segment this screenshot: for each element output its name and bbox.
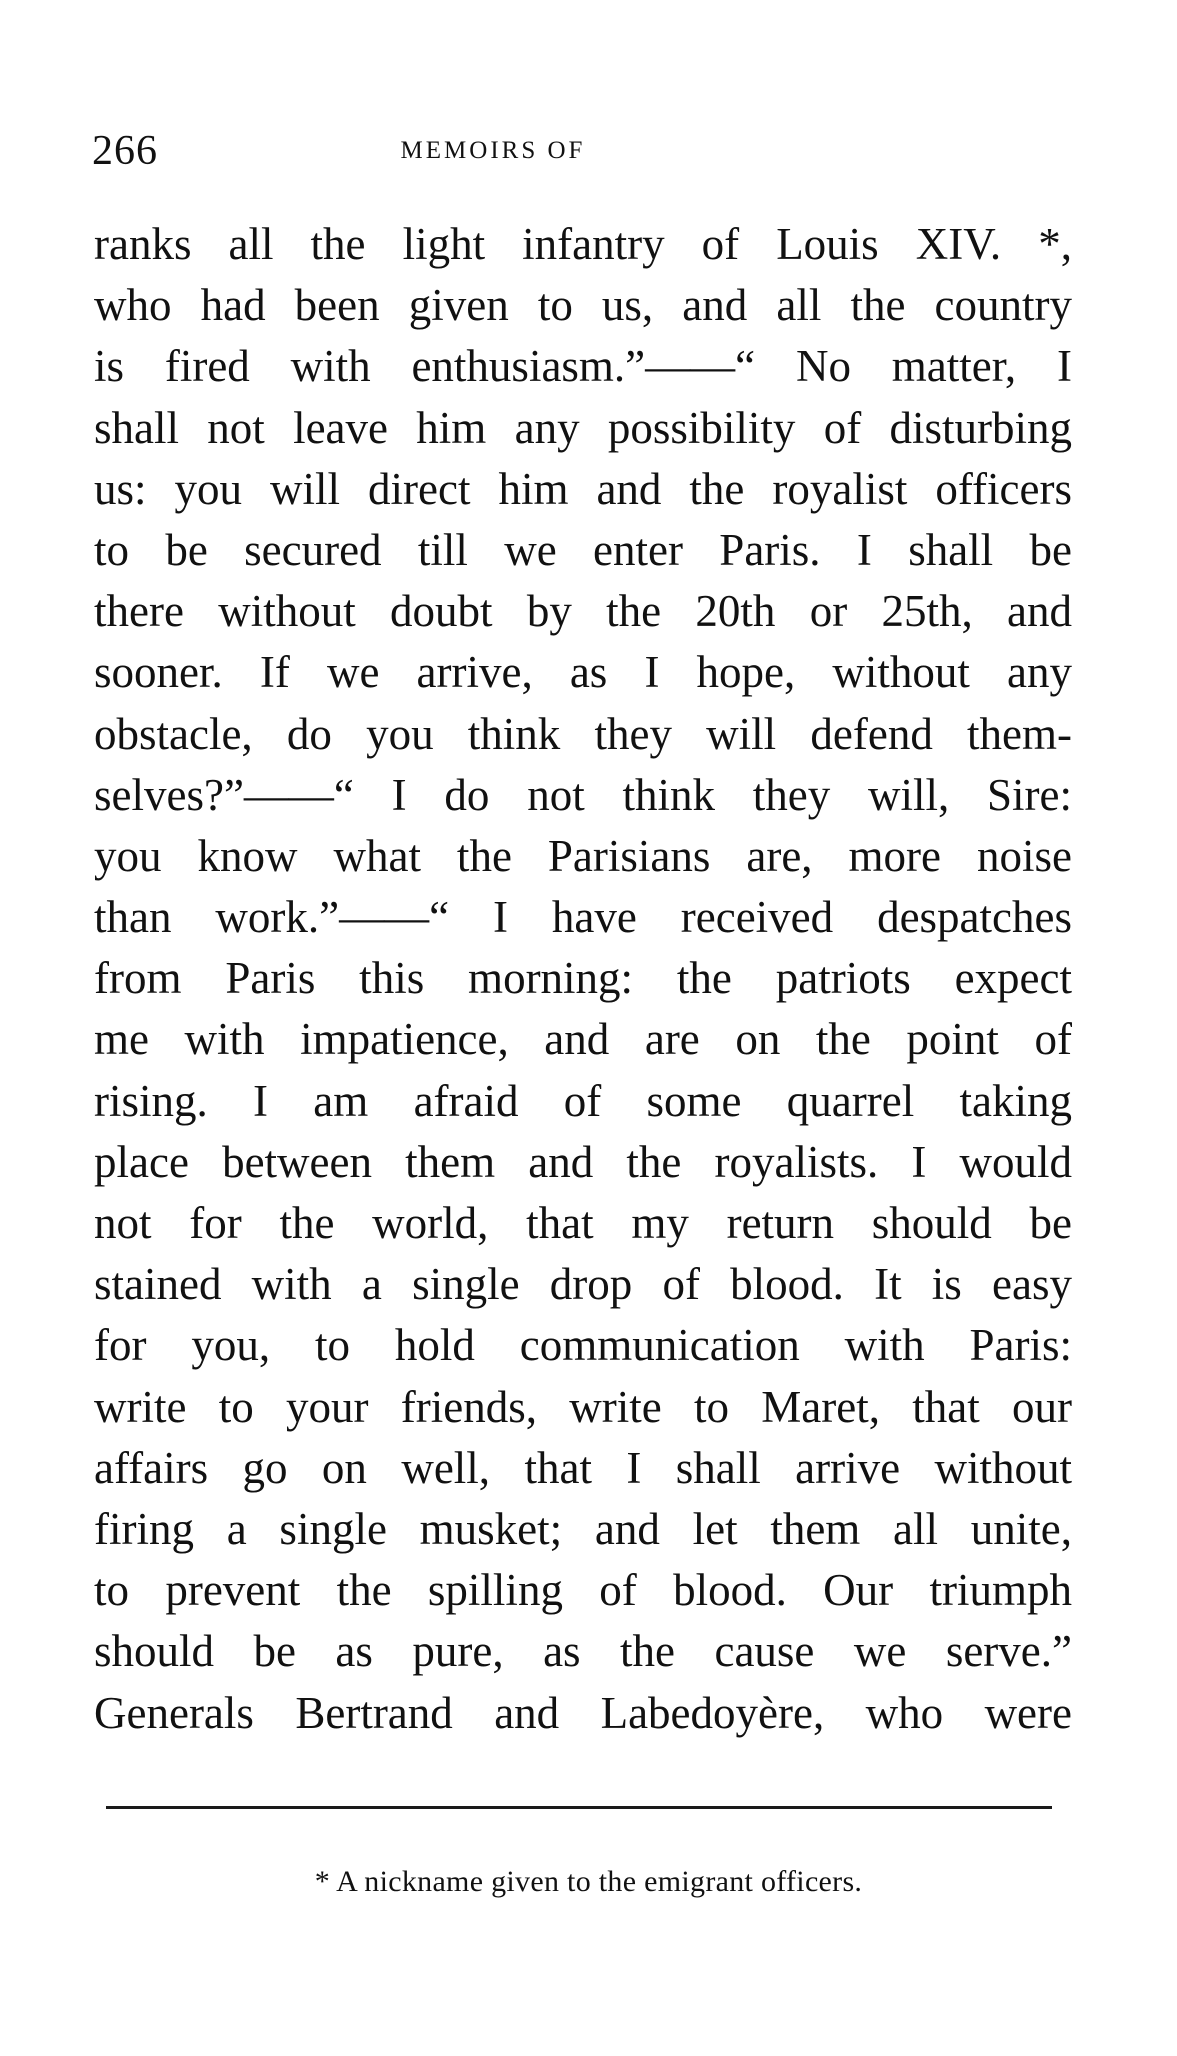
footnote: * A nickname given to the emigrant officers. [314, 1865, 863, 1898]
running-title: MEMOIRS OF [400, 137, 586, 164]
text-line: place between them and the royalists. I would [94, 1136, 1072, 1187]
text-line: you know what the Parisians are, more noise [94, 830, 1072, 881]
text-line: from Paris this morning: the patriots expect [94, 953, 1072, 1004]
page-header [92, 126, 1078, 186]
text-line: selves?”——“ I do not think they will, Sire: [94, 769, 1072, 820]
text-line: for you, to hold communication with Paris: [94, 1320, 1072, 1371]
text-line: shall not leave him any possibility of disturbing [94, 402, 1072, 453]
text-line: me with impatience, and are on the point of [94, 1014, 1072, 1065]
body-text [94, 214, 1072, 1744]
text-line: not for the world, that my return should be [94, 1198, 1072, 1248]
text-line: there without doubt by the 20th or 25th, and [94, 586, 1072, 637]
text-line: write to your friends, write to Maret, that our [94, 1381, 1072, 1432]
text-line: ranks all the light infantry of Louis XIV. *, [94, 219, 1072, 269]
footnote-rule [106, 1806, 1052, 1809]
text-line: rising. I am afraid of some quarrel taking [94, 1075, 1072, 1126]
text-line: obstacle, do you think they will defend them- [94, 708, 1072, 759]
text-line: than work.”——“ I have received despatches [94, 892, 1072, 943]
text-line: stained with a single drop of blood. It is easy [94, 1259, 1072, 1310]
text-line: affairs go on well, that I shall arrive without [94, 1442, 1072, 1493]
text-line: is fired with enthusiasm.”——“ No matter, I [94, 341, 1072, 392]
page-number: 266 [92, 128, 158, 174]
text-line: firing a single musket; and let them all unite, [94, 1503, 1072, 1554]
text-line: Generals Bertrand and Labedoyère, who were [94, 1687, 1072, 1738]
text-line: us: you will direct him and the royalist officers [94, 463, 1072, 514]
text-line: to prevent the spilling of blood. Our triumph [94, 1565, 1072, 1616]
text-line: sooner. If we arrive, as I hope, without any [94, 647, 1072, 698]
text-line: should be as pure, as the cause we serve.” [94, 1626, 1072, 1677]
text-line: who had been given to us, and all the country [94, 280, 1072, 331]
text-line: to be secured till we enter Paris. I shall be [94, 524, 1072, 575]
